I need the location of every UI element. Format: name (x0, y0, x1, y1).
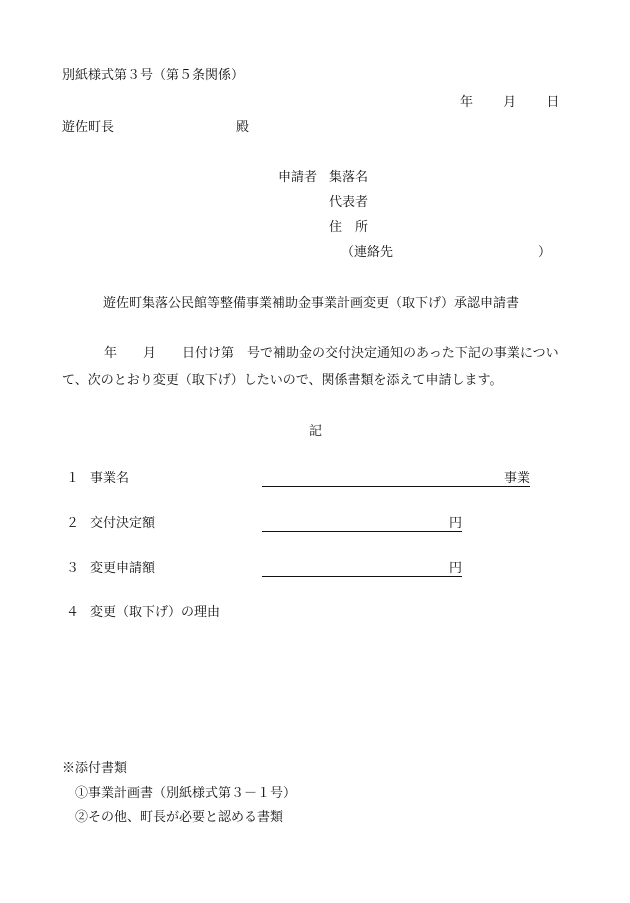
body-line-1: 年 月 日付け第 号で補助金の交付決定通知のあった下記の事業につい (104, 346, 559, 361)
attachments-heading: ※添付書類 (62, 761, 128, 776)
representative-label: 代表者 (329, 195, 369, 210)
item-3-number: ３ (66, 561, 80, 576)
form-reference: 別紙様式第３号（第５条関係） (62, 68, 245, 83)
attachment-item: ①事業計画書（別紙様式第３－１号） (75, 786, 297, 801)
attachment-item: ②その他、町長が必要と認める書類 (75, 810, 284, 825)
item-2-label: 交付決定額 (90, 516, 156, 531)
body-paragraph (62, 340, 562, 394)
community-name-label: 集落名 (329, 170, 369, 185)
item-2-underline (262, 531, 462, 532)
item-4-label: 変更（取下げ）の理由 (90, 605, 221, 620)
document-title: 遊佐町集落公民館等整備事業補助金事業計画変更（取下げ）承認申請書 (103, 296, 520, 311)
item-3-label: 変更申請額 (90, 561, 156, 576)
item-1-underline (262, 486, 530, 487)
note-heading: 記 (309, 424, 323, 439)
item-3-underline (262, 576, 462, 577)
contact-close: ） (538, 245, 552, 260)
addressee-name: 遊佐町長 (62, 120, 115, 135)
contact-label: （連絡先 (341, 245, 394, 260)
item-1-label: 事業名 (90, 471, 130, 486)
item-1-suffix: 事業 (504, 471, 531, 486)
body-line-2: て、次のとおり変更（取下げ）したいので、関係書類を添えて申請します。 (62, 373, 503, 388)
applicant-label: 申請者 (278, 170, 318, 185)
item-2-number: ２ (66, 516, 80, 531)
item-4-number: ４ (66, 605, 80, 620)
item-1-number: １ (66, 471, 80, 486)
date-year: 年 (460, 95, 474, 110)
date-line (460, 96, 559, 109)
item-2-suffix: 円 (449, 516, 463, 531)
date-day: 日 (546, 95, 560, 110)
date-month: 月 (503, 95, 517, 110)
addressee-honorific: 殿 (236, 120, 250, 135)
address-label: 住 所 (329, 220, 369, 235)
item-3-suffix: 円 (449, 561, 463, 576)
